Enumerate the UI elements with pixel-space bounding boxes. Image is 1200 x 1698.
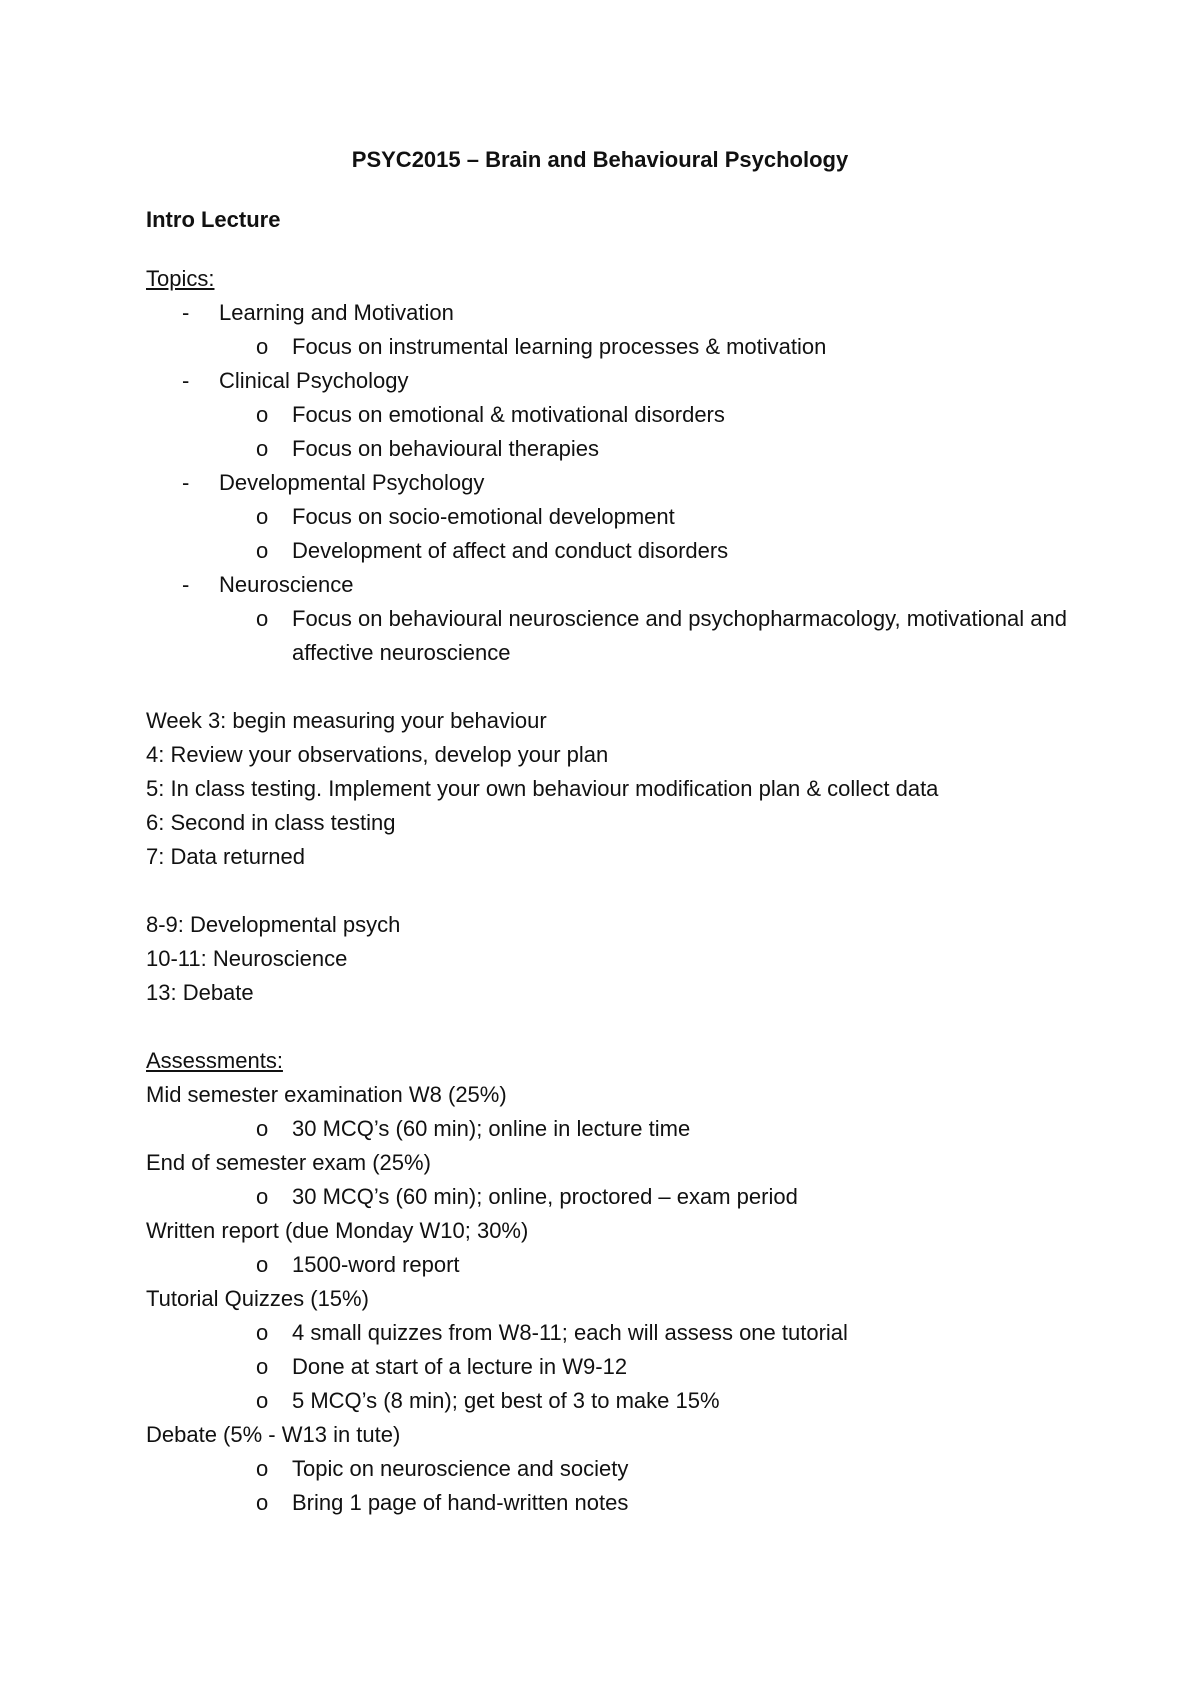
assessment-subitem [146, 1112, 1076, 1146]
assessment-subitem-text: 5 MCQ’s (8 min); get best of 3 to make 15% [292, 1388, 720, 1413]
bullet-marker: o [256, 1184, 269, 1209]
dash-marker: - [182, 572, 190, 597]
bullet-marker: o [256, 1116, 269, 1141]
topic-item [146, 466, 1076, 500]
bullet-marker: o [256, 606, 269, 631]
bullet-marker: o [256, 1456, 269, 1481]
schedule-line: 6: Second in class testing [146, 810, 396, 835]
bullet-marker: o [256, 1490, 269, 1515]
assessments-label: Assessments: [146, 1048, 283, 1073]
bullet-marker: o [256, 538, 269, 563]
schedule-line: 13: Debate [146, 980, 254, 1005]
dash-marker: - [182, 300, 190, 325]
assessment-subitem [146, 1384, 1076, 1418]
bullet-marker: o [256, 402, 269, 427]
assessment-subitem-text: 30 MCQ’s (60 min); online, proctored – exam period [292, 1184, 798, 1209]
assessment-subitem [146, 1248, 1076, 1282]
spacer [146, 1010, 1076, 1044]
topic-subitem [146, 602, 1076, 670]
assessment-subitem [146, 1316, 1076, 1350]
bullet-marker: o [256, 1320, 269, 1345]
schedule-line: 7: Data returned [146, 844, 305, 869]
bullet-marker: o [256, 1354, 269, 1379]
section-heading-intro-lecture: Intro Lecture [146, 207, 281, 232]
assessment-subitem-text: 4 small quizzes from W8-11; each will assess one tutorial [292, 1320, 848, 1345]
schedule-line: 10-11: Neuroscience [146, 946, 348, 971]
topics-label: Topics: [146, 266, 215, 291]
assessment-subitem [146, 1486, 1076, 1520]
schedule-line: 8-9: Developmental psych [146, 912, 401, 937]
topic-subitem-text: Focus on emotional & motivational disorders [292, 402, 725, 427]
topic-label: Neuroscience [219, 572, 354, 597]
assessment-subitem [146, 1350, 1076, 1384]
topic-subitem [146, 398, 1076, 432]
topic-subitem-text: Focus on socio-emotional development [292, 504, 675, 529]
assessment-subitem-text: Topic on neuroscience and society [292, 1456, 629, 1481]
bullet-marker: o [256, 436, 269, 461]
bullet-marker: o [256, 1388, 269, 1413]
assessment-subitem-text: 30 MCQ’s (60 min); online in lecture time [292, 1116, 691, 1141]
document-body [146, 143, 1076, 1520]
document-title: PSYC2015 – Brain and Behavioural Psychology [351, 147, 849, 172]
spacer [146, 670, 1076, 704]
assessment-subitem [146, 1180, 1076, 1214]
topic-subitem-text: Focus on behavioural therapies [292, 436, 599, 461]
spacer [146, 874, 1076, 908]
assessment-subitem-text: 1500-word report [292, 1252, 460, 1277]
assessment-item: Mid semester examination W8 (25%) [146, 1082, 507, 1107]
schedule-line: 4: Review your observations, develop your plan [146, 742, 609, 767]
bullet-marker: o [256, 334, 269, 359]
topic-subitem [146, 534, 1076, 568]
bullet-marker: o [256, 504, 269, 529]
dash-marker: - [182, 470, 190, 495]
topic-subitem-text: Focus on behavioural neuroscience and psychopharmacology, motivational and affective neuroscience [292, 606, 1067, 665]
assessment-item: End of semester exam (25%) [146, 1150, 431, 1175]
topic-label: Learning and Motivation [219, 300, 454, 325]
schedule-line: 5: In class testing. Implement your own behaviour modification plan & collect data [146, 776, 939, 801]
dash-marker: - [182, 368, 190, 393]
topic-item [146, 568, 1076, 602]
schedule-line: Week 3: begin measuring your behaviour [146, 708, 547, 733]
topic-label: Clinical Psychology [219, 368, 409, 393]
assessment-subitem [146, 1452, 1076, 1486]
topic-subitem [146, 432, 1076, 466]
topic-label: Developmental Psychology [219, 470, 485, 495]
assessment-item: Written report (due Monday W10; 30%) [146, 1218, 529, 1243]
assessment-subitem-text: Bring 1 page of hand-written notes [292, 1490, 629, 1515]
assessment-subitem-text: Done at start of a lecture in W9-12 [292, 1354, 628, 1379]
topic-item [146, 296, 1076, 330]
assessment-item: Debate (5% - W13 in tute) [146, 1422, 401, 1447]
topic-subitem-text: Development of affect and conduct disorders [292, 538, 729, 563]
bullet-marker: o [256, 1252, 269, 1277]
topic-item [146, 364, 1076, 398]
topic-subitem [146, 500, 1076, 534]
topic-subitem [146, 330, 1076, 364]
assessment-item: Tutorial Quizzes (15%) [146, 1286, 369, 1311]
topic-subitem-text: Focus on instrumental learning processes & motivation [292, 334, 827, 359]
